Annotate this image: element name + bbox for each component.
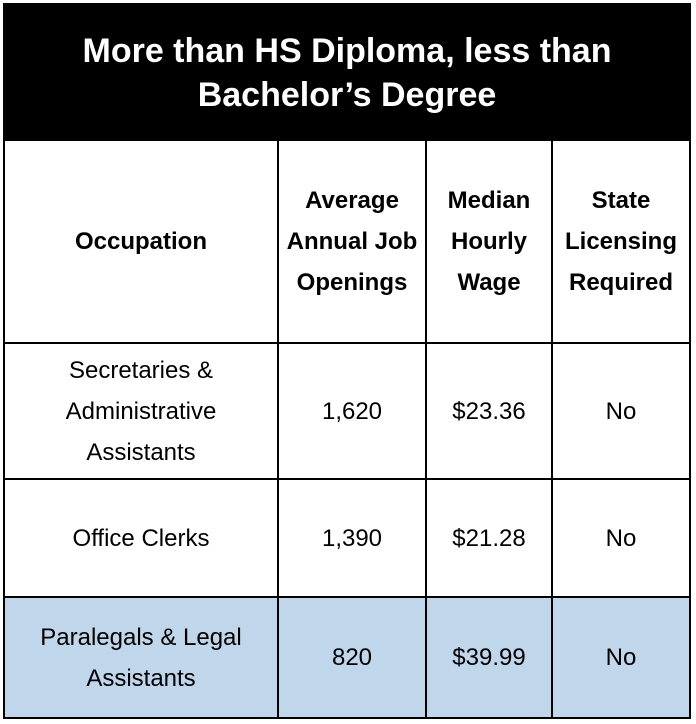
openings-cell: 1,390 bbox=[278, 479, 426, 597]
openings-cell: 820 bbox=[278, 597, 426, 717]
column-header-wage: Median Hourly Wage bbox=[426, 141, 552, 343]
occupation-cell: Secretaries & Administrative Assistants bbox=[5, 343, 278, 479]
licensing-cell: No bbox=[552, 597, 689, 717]
table-header-row bbox=[5, 141, 689, 343]
wage-cell: $23.36 bbox=[426, 343, 552, 479]
occupation-table-frame bbox=[3, 3, 691, 719]
table-row bbox=[5, 479, 689, 597]
table-title-text: More than HS Diploma, less than Bachelor’s Degree bbox=[82, 32, 612, 114]
occupation-table bbox=[5, 141, 689, 717]
wage-cell: $21.28 bbox=[426, 479, 552, 597]
column-header-openings: Average Annual Job Openings bbox=[278, 141, 426, 343]
column-header-occupation: Occupation bbox=[5, 141, 278, 343]
table-row-highlighted bbox=[5, 597, 689, 717]
column-header-licensing: State Licensing Required bbox=[552, 141, 689, 343]
openings-cell: 1,620 bbox=[278, 343, 426, 479]
licensing-cell: No bbox=[552, 343, 689, 479]
occupation-cell: Paralegals & Legal Assistants bbox=[5, 597, 278, 717]
table-row bbox=[5, 343, 689, 479]
wage-cell: $39.99 bbox=[426, 597, 552, 717]
licensing-cell: No bbox=[552, 479, 689, 597]
table-title bbox=[5, 5, 689, 141]
occupation-cell: Office Clerks bbox=[5, 479, 278, 597]
